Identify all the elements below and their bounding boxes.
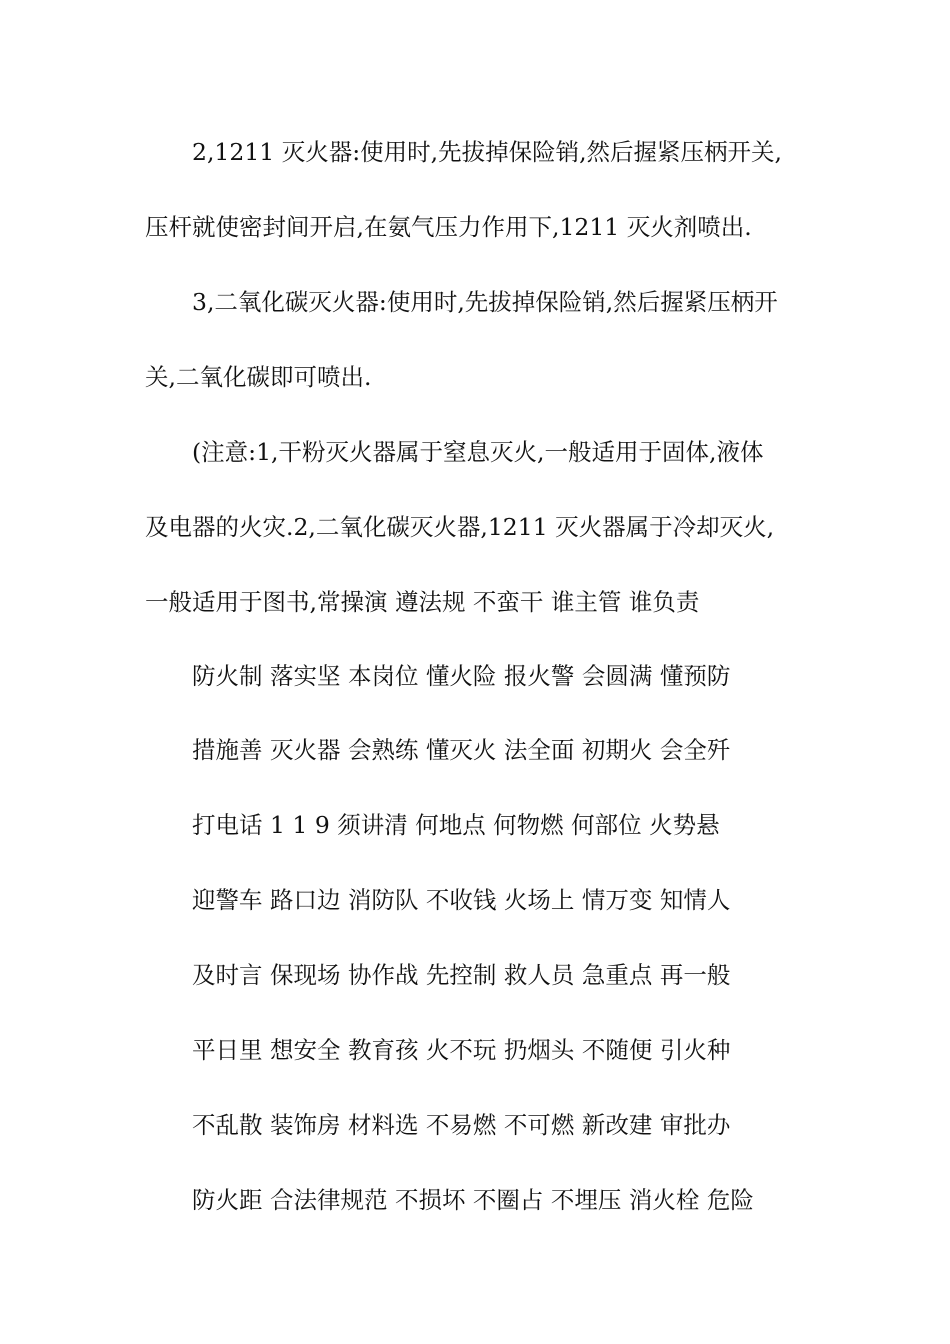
rhyme-line-5: 及时言 保现场 协作战 先控制 救人员 急重点 再一般 xyxy=(192,961,731,989)
rhyme-line-1: 防火制 落实坚 本岗位 懂火险 报火警 会圆满 懂预防 xyxy=(192,662,731,690)
paragraph-line-2: 压杆就使密封间开启,在氨气压力作用下,1211 灭火剂喷出. xyxy=(145,213,752,241)
paragraph-line-1: 2,1211 灭火器:使用时,先拔掉保险销,然后握紧压柄开关, xyxy=(192,138,783,166)
rhyme-line-2: 措施善 灭火器 会熟练 懂灭火 法全面 初期火 会全歼 xyxy=(192,736,731,764)
paragraph-line-7: 一般适用于图书,常操演 遵法规 不蛮干 谁主管 谁负责 xyxy=(145,588,700,616)
rhyme-line-4: 迎警车 路口边 消防队 不收钱 火场上 情万变 知情人 xyxy=(192,886,731,914)
paragraph-line-5: (注意:1,干粉灭火器属于窒息灭火,一般适用于固体,液体 xyxy=(192,438,764,466)
paragraph-line-4: 关,二氧化碳即可喷出. xyxy=(145,363,372,391)
paragraph-line-6: 及电器的火灾.2,二氧化碳灭火器,1211 灭火器属于冷却灭火, xyxy=(145,513,775,541)
rhyme-line-3: 打电话 1 1 9 须讲清 何地点 何物燃 何部位 火势悬 xyxy=(192,811,720,839)
rhyme-line-7: 不乱散 装饰房 材料选 不易燃 不可燃 新改建 审批办 xyxy=(192,1111,731,1139)
rhyme-line-6: 平日里 想安全 教育孩 火不玩 扔烟头 不随便 引火种 xyxy=(192,1036,731,1064)
rhyme-line-8: 防火距 合法律规范 不损坏 不圈占 不埋压 消火栓 危险 xyxy=(192,1186,754,1214)
paragraph-line-3: 3,二氧化碳灭火器:使用时,先拔掉保险销,然后握紧压柄开 xyxy=(192,288,778,316)
